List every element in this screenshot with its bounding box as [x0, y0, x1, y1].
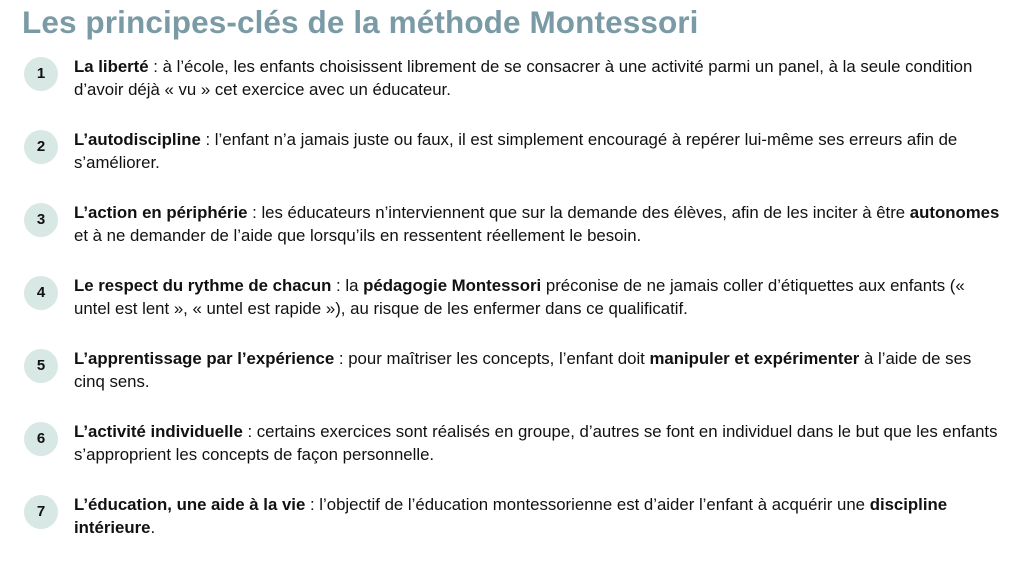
text-segment: à l’aide de ses cinq sens. — [74, 349, 972, 391]
text-segment: : l’objectif de l’éducation montessorienne est d’aider l’enfant à acquérir une — [305, 495, 870, 514]
principle-text — [74, 56, 1004, 101]
principle-text — [74, 129, 1004, 174]
principle-item-4 — [22, 275, 1007, 325]
principle-item-7 — [22, 494, 1007, 544]
text-segment: : pour maîtriser les concepts, l’enfant doit — [334, 349, 650, 368]
principle-item-2 — [22, 129, 1007, 179]
principle-item-6 — [22, 421, 1007, 471]
principle-text — [74, 494, 1004, 539]
bold-term: manipuler et expérimenter — [649, 349, 860, 368]
principle-heading: L’apprentissage par l’expérience — [74, 349, 335, 368]
principle-text — [74, 348, 1004, 393]
number-badge: 5 — [24, 349, 58, 383]
number-badge: 2 — [24, 130, 58, 164]
text-segment: : la — [331, 276, 364, 295]
bold-term: discipline intérieure — [74, 495, 948, 537]
principle-item-1 — [22, 56, 1007, 106]
text-segment: : les éducateurs n’interviennent que sur la demande des élèves, afin de les inciter à être — [247, 203, 910, 222]
number-badge: 4 — [24, 276, 58, 310]
number-badge: 1 — [24, 57, 58, 91]
principle-heading: L’éducation, une aide à la vie — [74, 495, 306, 514]
number-badge: 7 — [24, 495, 58, 529]
principle-heading: La liberté — [74, 57, 149, 76]
bold-term: pédagogie Montessori — [363, 276, 542, 295]
principle-heading: L’action en périphérie — [74, 203, 248, 222]
principle-text — [74, 421, 1004, 466]
text-segment: et à ne demander de l’aide que lorsqu’ils en ressentent réellement le besoin. — [74, 225, 642, 245]
principle-text — [74, 202, 1004, 247]
text-segment: préconise de ne jamais coller d’étiquettes aux enfants (« untel est lent », « untel est rapide »), au risque de les enfermer dans ce qualificatif. — [74, 276, 965, 318]
principle-item-3 — [22, 202, 1007, 252]
principle-item-5 — [22, 348, 1007, 398]
principle-heading: L’autodiscipline — [74, 130, 201, 149]
principle-heading: L’activité individuelle — [74, 422, 243, 441]
principle-heading: Le respect du rythme de chacun — [74, 276, 332, 295]
number-badge: 6 — [24, 422, 58, 456]
number-badge: 3 — [24, 203, 58, 237]
text-segment: : à l’école, les enfants choisissent librement de se consacrer à une activité parmi un panel, à la seule condition d’avoir déjà « vu » cet exercice avec un éducateur. — [74, 57, 973, 99]
text-segment: : l’enfant n’a jamais juste ou faux, il est simplement encouragé à repérer lui-même ses erreurs afin de s’améliorer. — [74, 130, 958, 172]
text-segment: : certains exercices sont réalisés en groupe, d’autres se font en individuel dans le but que les enfants s’approprient les concepts de façon personnelle. — [74, 422, 998, 464]
text-segment: . — [150, 517, 156, 537]
principle-text — [74, 275, 1004, 320]
bold-term: autonomes — [909, 203, 1000, 222]
page-title: Les principes-clés de la méthode Montessori — [22, 4, 699, 40]
